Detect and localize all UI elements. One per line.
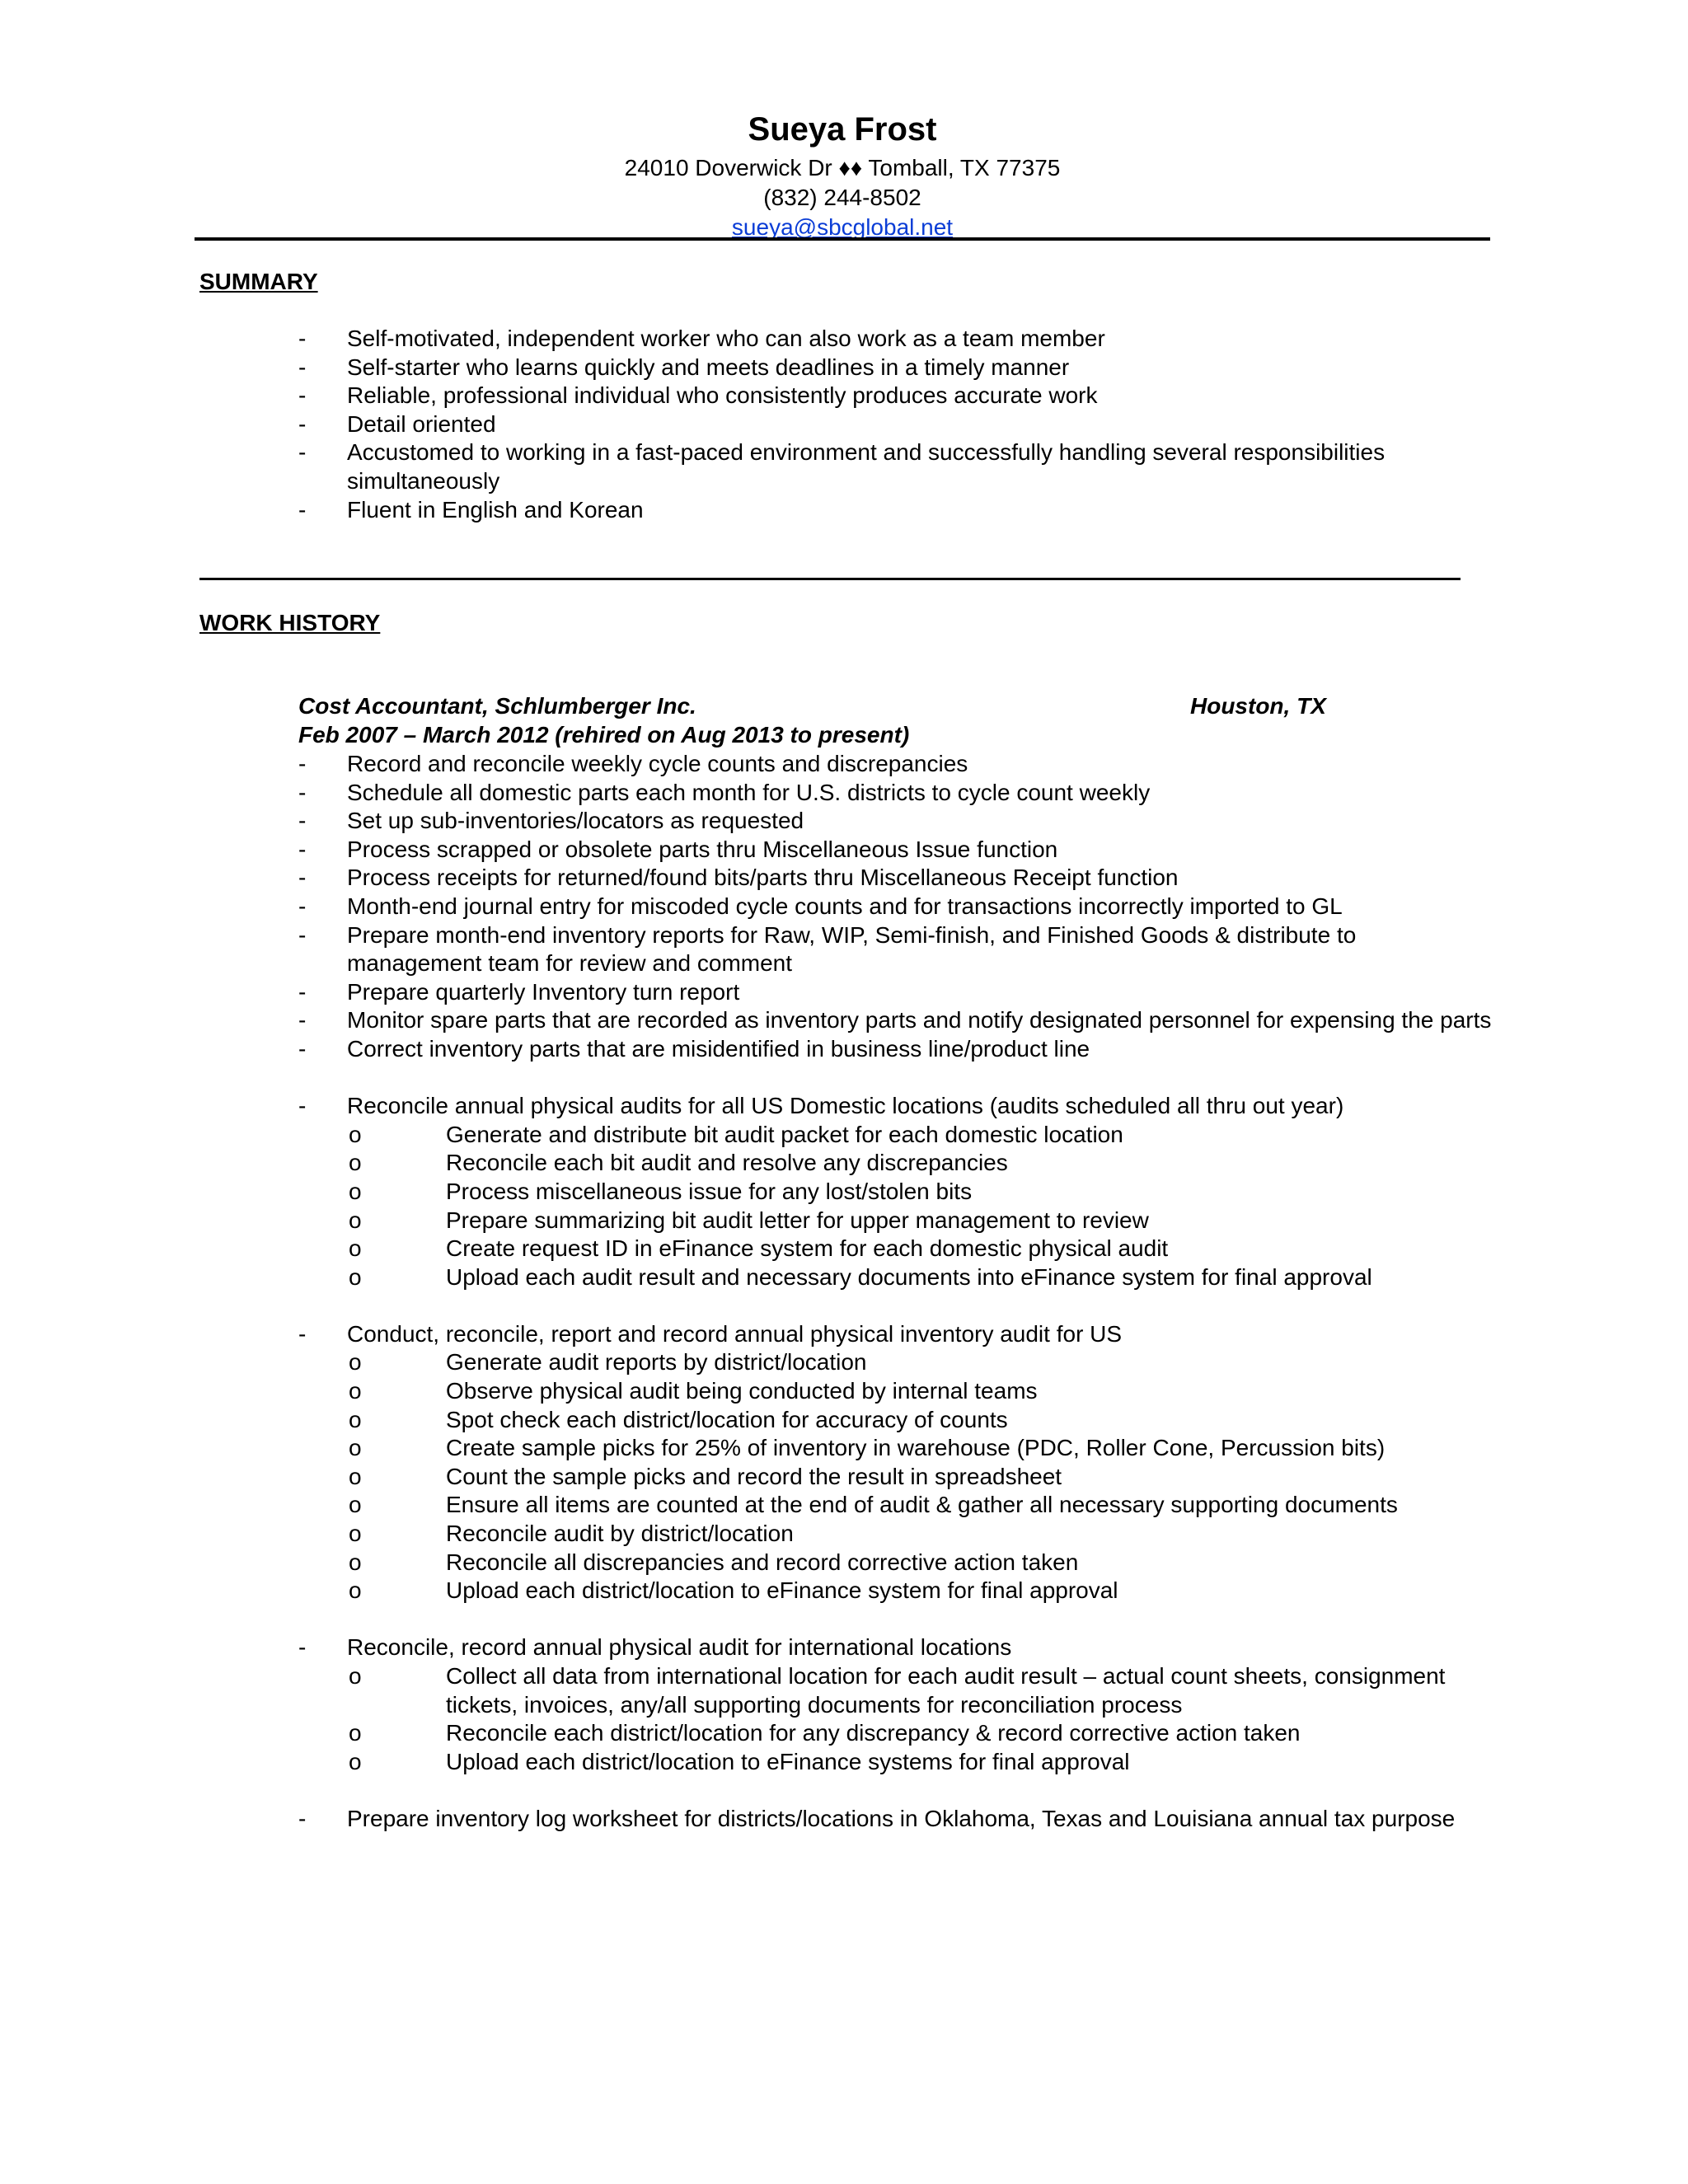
sub-list-item: o Upload each district/location to eFinance systems for final approval [349, 1748, 1130, 1774]
list-item: - Reconcile annual physical audits for all US Domestic locations (audits scheduled all thru out year) o Generate and distribute bit audit packet for each domestic location o Reconcile each bit audit and resolve any discrepancies o Process miscellaneous issue for any lost/stolen bits o Prepare summarizing bit audit letter for upper management to review o Create request ID in eFinance system for each domestic physical audit o Upload each audit result and necessary documents into eFinance system for final approval [298, 1092, 1493, 1291]
sub-list-item: o Reconcile each district/location for any discrepancy & record corrective action taken [349, 1720, 1301, 1746]
list-item: - Schedule all domestic parts each month for U.S. districts to cycle count weekly [298, 779, 1151, 805]
job-dates: Feb 2007 – March 2012 (rehired on Aug 2013 to present) [298, 721, 910, 748]
sub-list-item: o Observe physical audit being conducted by internal teams [349, 1378, 1038, 1404]
phone-number: (832) 244-8502 [763, 185, 921, 210]
sub-list-item: o Create sample picks for 25% of inventory in warehouse (PDC, Roller Cone, Percussion bits) [349, 1435, 1386, 1461]
list-item: - Self-motivated, independent worker who can also work as a team member [298, 326, 1105, 351]
sub-list-item: o Ensure all items are counted at the end of audit & gather all necessary supporting documents [349, 1492, 1398, 1518]
list-item: - Fluent in English and Korean [298, 496, 644, 523]
work-duties-list [298, 750, 1493, 1834]
sub-list [347, 1662, 1493, 1776]
spacer [298, 1064, 1493, 1093]
job-location: Houston, TX [1190, 693, 1326, 719]
sub-list-item: o Upload each audit result and necessary documents into eFinance system for final approval [349, 1263, 1372, 1290]
list-item: - Accustomed to working in a fast-paced environment and successfully handling several responsibilities simultaneously [298, 439, 1386, 494]
list-item: - Detail oriented [298, 410, 496, 437]
list-item: - Process receipts for returned/found bits/parts thru Miscellaneous Receipt function [298, 865, 1179, 891]
list-item: - Correct inventory parts that are misidentified in business line/product line [298, 1035, 1090, 1062]
sub-list [347, 1348, 1493, 1605]
job-header [298, 692, 1337, 749]
sub-list-item: o Create request ID in eFinance system for each domestic physical audit [349, 1235, 1169, 1262]
sub-list-item: o Generate and distribute bit audit packet for each domestic location [349, 1121, 1123, 1147]
list-item: - Self-starter who learns quickly and meets deadlines in a timely manner [298, 354, 1070, 380]
list-item: - Process scrapped or obsolete parts thru Miscellaneous Issue function [298, 836, 1058, 862]
list-item: - Monitor spare parts that are recorded as inventory parts and notify designated personnel for expensing the parts [298, 1007, 1492, 1033]
address: 24010 Doverwick Dr ♦♦ Tomball, TX 77375 [624, 155, 1061, 180]
spacer [298, 1605, 1493, 1634]
candidate-name: Sueya Frost [748, 111, 937, 148]
list-item: - Conduct, reconcile, report and record annual physical inventory audit for US o Generate audit reports by district/location o Observe physical audit being conducted by internal teams o Spot check each district/location for accuracy of counts o Create sample picks for 25% of inventory in warehouse (PDC, Roller Cone, Percussion bits) o Count the sample picks and record the result in spreadsheet o Ensure all items are counted at the end of audit & gather all necessary supporting documents o Reconcile audit by district/location o Reconcile all discrepancies and record corrective action taken o Upload each district/location to eFinance system for final approval [298, 1320, 1493, 1605]
list-item: - Prepare inventory log worksheet for districts/locations in Oklahoma, Texas and Louisiana annual tax purpose [298, 1805, 1456, 1831]
spacer [298, 1291, 1493, 1320]
sub-list-item: o Collect all data from international location for each audit result – actual count sheets, consignment tickets, invoices, any/all supporting documents for reconciliation process [349, 1663, 1446, 1718]
header-divider [195, 237, 1490, 241]
spacer [298, 1776, 1493, 1805]
list-item: - Reliable, professional individual who consistently produces accurate work [298, 382, 1098, 409]
sub-list [347, 1121, 1493, 1292]
list-item: - Record and reconcile weekly cycle counts and discrepancies [298, 751, 968, 776]
job-title-company: Cost Accountant, Schlumberger Inc. [298, 693, 696, 719]
list-item: - Reconcile, record annual physical audit for international locations o Collect all data from international location for each audit result – actual count sheets, consignment tickets, invoices, any/all supporting documents for reconciliation process o Reconcile each district/location for any discrepancy & record corrective action taken o Upload each district/location to eFinance systems for final approval [298, 1633, 1493, 1776]
list-item: - Prepare quarterly Inventory turn report [298, 978, 740, 1005]
sub-list-item: o Count the sample picks and record the result in spreadsheet [349, 1463, 1062, 1489]
sub-list-item: o Upload each district/location to eFinance system for final approval [349, 1577, 1118, 1604]
sub-list-item: o Reconcile all discrepancies and record corrective action taken [349, 1549, 1079, 1575]
sub-list-item: o Reconcile each bit audit and resolve any discrepancies [349, 1150, 1008, 1176]
sub-list-item: o Prepare summarizing bit audit letter for upper management to review [349, 1207, 1149, 1233]
list-item: - Prepare month-end inventory reports for Raw, WIP, Semi-finish, and Finished Goods & distribute to management team for review and comment [298, 921, 1357, 977]
list-item: - Set up sub-inventories/locators as requested [298, 808, 804, 834]
section-divider [199, 578, 1461, 580]
summary-heading: SUMMARY [199, 269, 318, 294]
resume-header [195, 105, 1490, 242]
sub-list-item: o Spot check each district/location for accuracy of counts [349, 1406, 1008, 1432]
sub-list-item: o Generate audit reports by district/location [349, 1349, 867, 1376]
email-link[interactable]: sueya@sbcglobal.net [731, 214, 954, 240]
summary-list [298, 325, 1493, 524]
list-item: - Month-end journal entry for miscoded cycle counts and for transactions incorrectly imported to GL [298, 893, 1343, 919]
work-history-heading: WORK HISTORY [199, 610, 381, 635]
sub-list-item: o Process miscellaneous issue for any lost/stolen bits [349, 1178, 973, 1204]
sub-list-item: o Reconcile audit by district/location [349, 1521, 794, 1547]
